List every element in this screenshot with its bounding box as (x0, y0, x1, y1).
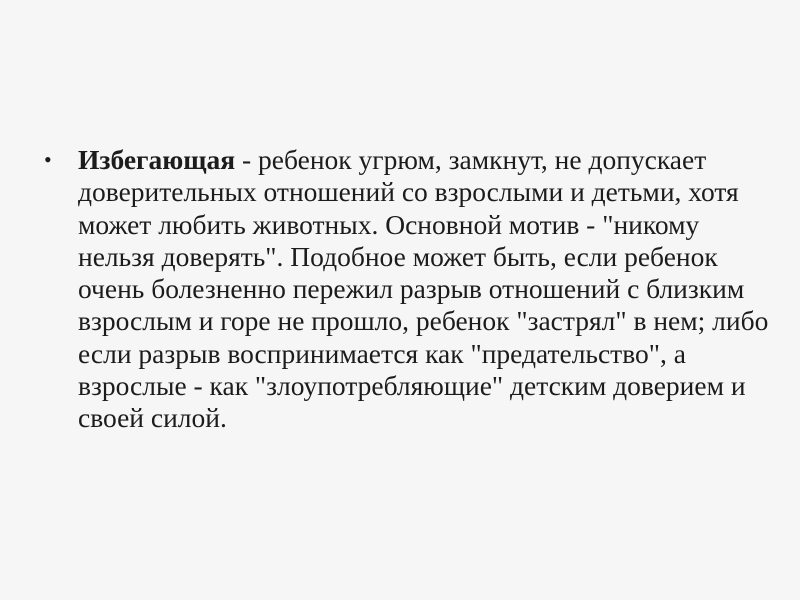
term-definition: - ребенок угрюм, замкнут, не допускает доверительных отношений со взрослыми и детьми, хотя может любить животных. Основной мотив - "никому нельзя доверять". Подобное может быть, если ребенок очень болезненно пережил разрыв отношений с близким взрослым и горе не прошло, ребенок "застрял" в нем; либо если разрыв воспринимается как "предательство", а взрослые - как "злоупотребляющие" детским доверием и своей силой. (78, 144, 769, 434)
bullet-dot-icon: • (44, 147, 52, 172)
term-avoidant: Избегающая (78, 144, 236, 175)
bullet-item (44, 144, 774, 435)
bullet-list (44, 144, 774, 435)
